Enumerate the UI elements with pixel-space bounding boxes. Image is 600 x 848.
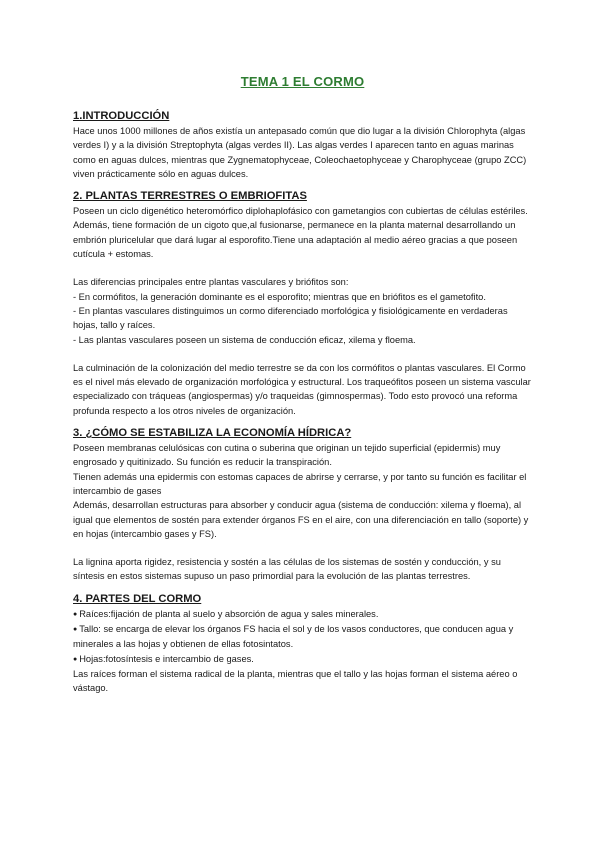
paragraph: Poseen un ciclo digenético heteromórfico diplohaplofásico con gametangios con cubiertas de células estériles. Además, tiene formación de un cigoto que,al fusionarse, permanece en la planta maternal desarrollando un embrión pluricelular que dará lugar al esporofito.Tiene una adaptación al medio aéreo gracias a que poseen cutícula + estomas. bbox=[73, 206, 528, 260]
section-economia-hidrica bbox=[73, 426, 532, 584]
section-heading: 2. PLANTAS TERRESTRES O EMBRIOFITAS bbox=[73, 190, 307, 203]
bullet-item-raices: ● Raíces:fijación de planta al suelo y absorción de agua y sales minerales. bbox=[73, 607, 532, 622]
section-heading: 4. PARTES DEL CORMO bbox=[73, 592, 202, 605]
section-partes-del-cormo bbox=[73, 592, 532, 696]
list-item: - En cormófitos, la generación dominante es el esporofito; mientras que en briófitos es el gametofito. bbox=[73, 291, 486, 302]
paragraph: La lignina aporta rigidez, resistencia y sostén a las células de los sistemas de sostén y conducción, y su síntesis en estos sistemas supuso un paso primordial para la evolución de las plantas terrestres. bbox=[73, 557, 501, 582]
section-heading: 1.INTRODUCCIÓN bbox=[73, 110, 170, 122]
paragraph: Además, desarrollan estructuras para absorber y conducir agua (sistema de conducción: xilema y floema), al igual que elementos de sostén para extender órganos FS en el aire, con una diferenciación en tallo (soporte) y en hojas (intercambio gases y FS). bbox=[73, 500, 529, 539]
document-title: TEMA 1 EL CORMO bbox=[240, 74, 365, 89]
bullet-item-tallo: ● Tallo: se encarga de elevar los órganos FS hacia el sol y de los vasos conductores, que conducen agua y minerales a las hojas y obtienen de ellas fotosintatos. bbox=[73, 622, 532, 652]
bullet-item-hojas: ● Hojas:fotosíntesis e intercambio de gases. bbox=[73, 652, 532, 667]
section-plantas-terrestres bbox=[73, 189, 532, 418]
paragraph: Tienen además una epidermis con estomas capaces de abrirse y cerrarse, y por tanto su función es facilitar el intercambio de gases bbox=[73, 471, 527, 496]
section-heading: 3. ¿CÓMO SE ESTABILIZA LA ECONOMÍA HÍDRICA? bbox=[73, 427, 352, 440]
paragraph: Hace unos 1000 millones de años existía un antepasado común que dio lugar a la división Chlorophyta (algas verdes I) y a la división Streptophyta (algas verdes II). Las algas verdes I aparecen tanto en aguas marinas como en aguas dulces, mientras que Zygnematophyceae, Coleochaetophyceae y Charophyceae (grupo ZCC) viven prácticamente sólo en aguas dulces. bbox=[73, 126, 527, 179]
paragraph: La culminación de la colonización del medio terrestre se da con los cormófitos o plantas vasculares. El Cormo es el nivel más elevado de organización morfológica y estructural. Los traqueófitos poseen un sistema vascular especializado con tráqueas (angiospermas) y/o traqueidas (gimnospermas). Todo esto provocó una reforma profunda respecto a los otros niveles de organización. bbox=[73, 362, 531, 416]
section-introduccion bbox=[73, 109, 532, 181]
list-item: - En plantas vasculares distinguimos un cormo diferenciado morfológica y fisiológicamente en verdaderas hojas, tallo y raíces. bbox=[73, 305, 508, 331]
paragraph: Las raíces forman el sistema radical de la planta, mientras que el tallo y las hojas forman el sistema aéreo o vástago. bbox=[73, 668, 518, 694]
list-item: - Las plantas vasculares poseen un sistema de conducción eficaz, xilema y floema. bbox=[73, 334, 416, 345]
paragraph: Las diferencias principales entre plantas vasculares y briófitos son: bbox=[73, 277, 349, 288]
paragraph: Poseen membranas celulósicas con cutina o suberina que originan un tejido superficial (epidermis) muy engrosado y quitinizado. Su función es reducir la transpiración. bbox=[73, 443, 501, 468]
